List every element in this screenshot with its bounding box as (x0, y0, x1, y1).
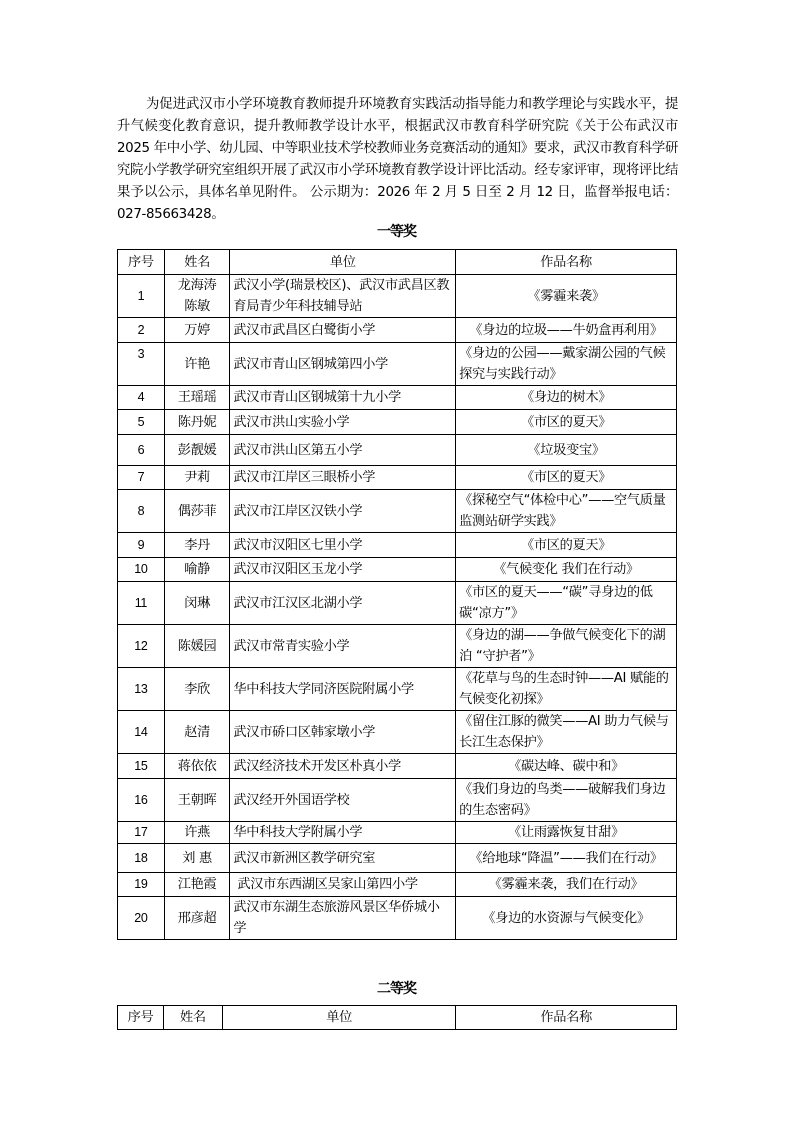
row-unit: 武汉市江岸区三眼桥小学 (230, 466, 456, 490)
row-work-title: 《让雨露恢复甘甜》 (456, 822, 677, 844)
row-name: 李丹 (164, 533, 230, 558)
row-name: 闵琳 (164, 582, 230, 625)
row-unit: 武汉市汉阳区七里小学 (230, 533, 456, 558)
row-number: 2 (118, 318, 165, 343)
row-number: 11 (118, 582, 165, 625)
table-row (118, 625, 677, 668)
row-number: 18 (118, 844, 165, 873)
header-no: 序号 (118, 250, 165, 275)
row-number: 16 (118, 779, 165, 822)
table-row (118, 873, 677, 897)
table-row (118, 779, 677, 822)
row-name: 赵清 (164, 711, 230, 754)
row-unit: 华中科技大学附属小学 (230, 822, 456, 844)
row-number: 4 (118, 386, 165, 410)
first-prize-title: 一等奖 (377, 224, 416, 240)
row-work-title: 《市区的夏天》 (456, 410, 677, 435)
row-unit: 武汉市汉阳区玉龙小学 (230, 558, 456, 582)
row-work-title: 《雾霾来袭，我们在行动》 (456, 873, 677, 897)
row-unit: 武汉市硚口区韩家墩小学 (230, 711, 456, 754)
row-work-title: 《我们身边的鸟类——破解我们身边的生态密码》 (456, 779, 677, 822)
table-row (118, 822, 677, 844)
row-work-title: 《身边的水资源与气候变化》 (456, 897, 677, 940)
row-name: 蒋依依 (164, 754, 230, 779)
table-row (118, 318, 677, 343)
table-row (118, 533, 677, 558)
row-unit: 武汉市东西湖区吴家山第四小学 (230, 873, 456, 897)
table-row (118, 582, 677, 625)
row-unit: 武汉经济技术开发区朴真小学 (230, 754, 456, 779)
row-number: 14 (118, 711, 165, 754)
table-row (118, 386, 677, 410)
row-work-title: 《垃圾变宝》 (456, 435, 677, 466)
row-unit: 武汉市常青实验小学 (230, 625, 456, 668)
row-name: 彭靓媛 (164, 435, 230, 466)
row-name: 喻静 (164, 558, 230, 582)
table-row (118, 844, 677, 873)
row-unit: 武汉市江汉区北湖小学 (230, 582, 456, 625)
header-work: 作品名称 (456, 1006, 677, 1030)
row-number: 17 (118, 822, 165, 844)
row-work-title: 《雾霾来袭》 (456, 275, 677, 318)
table-row (118, 343, 677, 386)
row-name: 邢彦超 (164, 897, 230, 940)
row-unit: 武汉市东湖生态旅游风景区华侨城小学 (230, 897, 456, 940)
table-row (118, 711, 677, 754)
row-name: 许燕 (164, 822, 230, 844)
row-work-title: 《市区的夏天》 (456, 466, 677, 490)
row-number: 15 (118, 754, 165, 779)
table-row (118, 558, 677, 582)
row-unit: 武汉市洪山实验小学 (230, 410, 456, 435)
header-name: 姓名 (163, 1006, 222, 1030)
row-number: 6 (118, 435, 165, 466)
table-row (118, 466, 677, 490)
intro-paragraph: 为促进武汉市小学环境教育教师提升环境教育实践活动指导能力和教学理论与实践水平，提升气候变化教育意识，提升教师教学设计水平，根据武汉市教育科学研究院《关于公布武汉市 2025 年中小学、幼儿园、中等职业技术学校教师业务竞赛活动的通知》要求，武汉市教育科学研究院小学教学研究室组织开展了武汉市小学环境教育教学设计评比活动。经专家评审，现将评比结果予以公示，具体名单见附件。 公示期为：2026 年 2 月 5 日至 2 月 12 日，监督举报电话：027-85663428。 (117, 97, 678, 222)
row-work-title: 《碳达峰、碳中和》 (456, 754, 677, 779)
row-number: 20 (118, 897, 165, 940)
row-work-title: 《身边的公园——戴家湖公园的气候探究与实践行动》 (456, 343, 677, 386)
table-header-row (118, 1006, 677, 1030)
row-unit: 武汉经开外国语学校 (230, 779, 456, 822)
row-work-title: 《市区的夏天》 (456, 533, 677, 558)
header-name: 姓名 (164, 250, 230, 275)
row-number: 3 (118, 343, 165, 386)
table-row (118, 410, 677, 435)
row-name: 陈丹妮 (164, 410, 230, 435)
table-row (118, 668, 677, 711)
row-unit: 华中科技大学同济医院附属小学 (230, 668, 456, 711)
row-work-title: 《气候变化 我们在行动》 (456, 558, 677, 582)
row-work-title: 《身边的树木》 (456, 386, 677, 410)
row-unit: 武汉市青山区钢城第四小学 (230, 343, 456, 386)
row-number: 10 (118, 558, 165, 582)
row-number: 8 (118, 490, 165, 533)
row-unit: 武汉小学(瑞景校区)、武汉市武昌区教育局青少年科技辅导站 (230, 275, 456, 318)
row-name: 王瑶瑶 (164, 386, 230, 410)
row-name: 陈媛园 (164, 625, 230, 668)
row-name: 李欣 (164, 668, 230, 711)
row-name: 万婷 (164, 318, 230, 343)
row-name: 偶莎菲 (164, 490, 230, 533)
row-work-title: 《市区的夏天——“碳”寻身边的低碳“凉方”》 (456, 582, 677, 625)
row-name: 刘 惠 (164, 844, 230, 873)
row-unit: 武汉市新洲区教学研究室 (230, 844, 456, 873)
row-work-title: 《身边的垃圾——牛奶盒再利用》 (456, 318, 677, 343)
row-number: 19 (118, 873, 165, 897)
row-name: 龙海涛 陈敏 (164, 275, 230, 318)
row-number: 13 (118, 668, 165, 711)
row-work-title: 《探秘空气“体检中心”——空气质量监测站研学实践》 (456, 490, 677, 533)
row-unit: 武汉市江岸区汉铁小学 (230, 490, 456, 533)
row-unit: 武汉市武昌区白鹭街小学 (230, 318, 456, 343)
second-prize-title: 二等奖 (377, 981, 416, 997)
row-name: 王朝晖 (164, 779, 230, 822)
header-unit: 单位 (222, 1006, 456, 1030)
row-work-title: 《花草与鸟的生态时钟——AI 赋能的气候变化初探》 (456, 668, 677, 711)
row-work-title: 《身边的湖——争做气候变化下的湖泊 “守护者”》 (456, 625, 677, 668)
table-header-row (118, 250, 677, 275)
row-number: 12 (118, 625, 165, 668)
header-work: 作品名称 (456, 250, 677, 275)
row-unit: 武汉市洪山区第五小学 (230, 435, 456, 466)
table-row (118, 435, 677, 466)
row-name: 江艳霞 (164, 873, 230, 897)
row-number: 9 (118, 533, 165, 558)
table-row (118, 275, 677, 318)
row-number: 7 (118, 466, 165, 490)
row-work-title: 《给地球“降温”——我们在行动》 (456, 844, 677, 873)
table-row (118, 490, 677, 533)
header-unit: 单位 (230, 250, 456, 275)
header-no: 序号 (118, 1006, 164, 1030)
table-row (118, 897, 677, 940)
row-number: 1 (118, 275, 165, 318)
row-number: 5 (118, 410, 165, 435)
table-row (118, 754, 677, 779)
row-unit: 武汉市青山区钢城第十九小学 (230, 386, 456, 410)
first-prize-table (117, 249, 677, 940)
row-work-title: 《留住江豚的微笑——AI 助力气候与长江生态保护》 (456, 711, 677, 754)
row-name: 尹莉 (164, 466, 230, 490)
second-prize-table (117, 1005, 677, 1030)
row-name: 许艳 (164, 343, 230, 386)
